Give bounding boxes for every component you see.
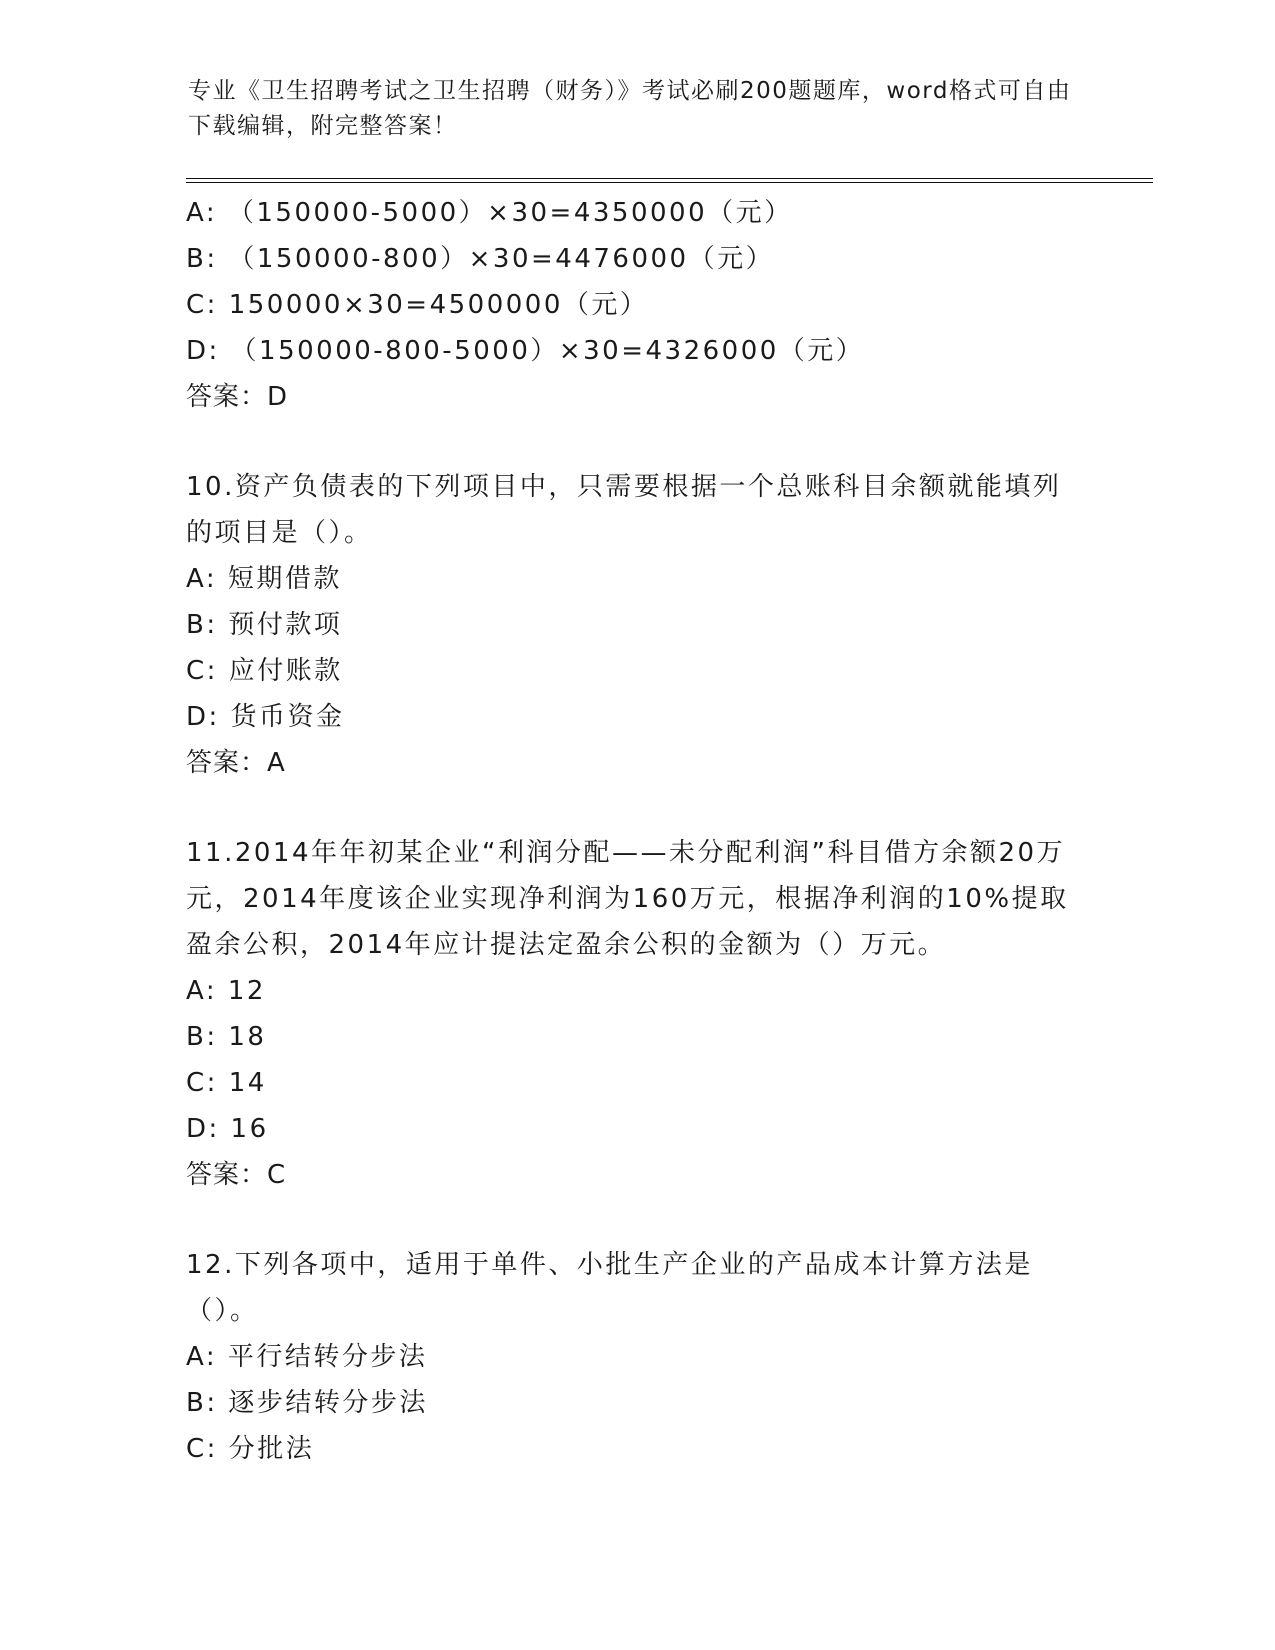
option-d: [186, 328, 1086, 374]
option-b: [186, 602, 1086, 648]
answer-line: 答案：C: [186, 1160, 287, 1190]
option-text: 18: [228, 1022, 267, 1052]
option-c: [186, 282, 1086, 328]
answer-line: 答案：D: [186, 382, 289, 412]
answer-line: 答案：A: [186, 748, 286, 778]
question-12: [186, 1242, 1086, 1472]
option-text: 逐步结转分步法: [228, 1388, 428, 1418]
option-letter: D:: [186, 336, 220, 366]
option-a: [186, 556, 1086, 602]
option-text: 预付款项: [228, 610, 343, 640]
question-text: 11.2014年年初某企业“利润分配——未分配利润”科目借方余额20万元，2014年度该企业实现净利润为160万元，根据净利润的10%提取盈余公积，2014年应计提法定盈余公积的金额为（）万元。: [186, 838, 1069, 960]
option-letter: B:: [186, 244, 218, 274]
option-letter: A:: [186, 198, 218, 228]
option-c: [186, 1426, 1086, 1472]
document-body: [186, 190, 1086, 1472]
option-letter: D:: [186, 702, 220, 732]
option-d: [186, 1106, 1086, 1152]
option-letter: C:: [186, 656, 218, 686]
option-b: [186, 1014, 1086, 1060]
option-c: [186, 1060, 1086, 1106]
option-text: （150000-800-5000）×30=4326000（元）: [230, 336, 865, 366]
option-letter: C:: [186, 290, 218, 320]
option-a: [186, 1334, 1086, 1380]
option-text: （150000-5000）×30=4350000（元）: [227, 198, 793, 228]
option-text: 16: [230, 1114, 269, 1144]
option-text: 150000×30=4500000（元）: [228, 290, 649, 320]
option-b: [186, 236, 1086, 282]
option-letter: B:: [186, 1388, 218, 1418]
option-text: 分批法: [228, 1434, 315, 1464]
option-text: 12: [227, 976, 266, 1006]
question-text: 10.资产负债表的下列项目中，只需要根据一个总账科目余额就能填列的项目是（）。: [186, 472, 1062, 548]
option-letter: C:: [186, 1068, 218, 1098]
option-d: [186, 694, 1086, 740]
question-text: 12.下列各项中，适用于单件、小批生产企业的产品成本计算方法是（）。: [186, 1250, 1033, 1326]
option-letter: B:: [186, 1022, 218, 1052]
header-divider: [186, 178, 1153, 183]
option-text: （150000-800）×30=4476000（元）: [228, 244, 775, 274]
option-letter: B:: [186, 610, 218, 640]
option-letter: A:: [186, 976, 218, 1006]
option-text: 平行结转分步法: [227, 1342, 428, 1372]
page-header: 专业《卫生招聘考试之卫生招聘（财务）》考试必刷200题题库，word格式可自由下载编辑，附完整答案！: [188, 78, 1072, 139]
option-c: [186, 648, 1086, 694]
option-text: 应付账款: [228, 656, 343, 686]
question-9-continued: [186, 190, 1086, 420]
option-letter: D:: [186, 1114, 220, 1144]
option-a: [186, 190, 1086, 236]
option-b: [186, 1380, 1086, 1426]
option-text: 货币资金: [230, 702, 345, 732]
option-a: [186, 968, 1086, 1014]
question-10: [186, 464, 1086, 786]
option-letter: A:: [186, 564, 218, 594]
option-text: 14: [228, 1068, 267, 1098]
question-11: [186, 830, 1086, 1198]
option-letter: A:: [186, 1342, 218, 1372]
option-text: 短期借款: [227, 564, 342, 594]
option-letter: C:: [186, 1434, 218, 1464]
